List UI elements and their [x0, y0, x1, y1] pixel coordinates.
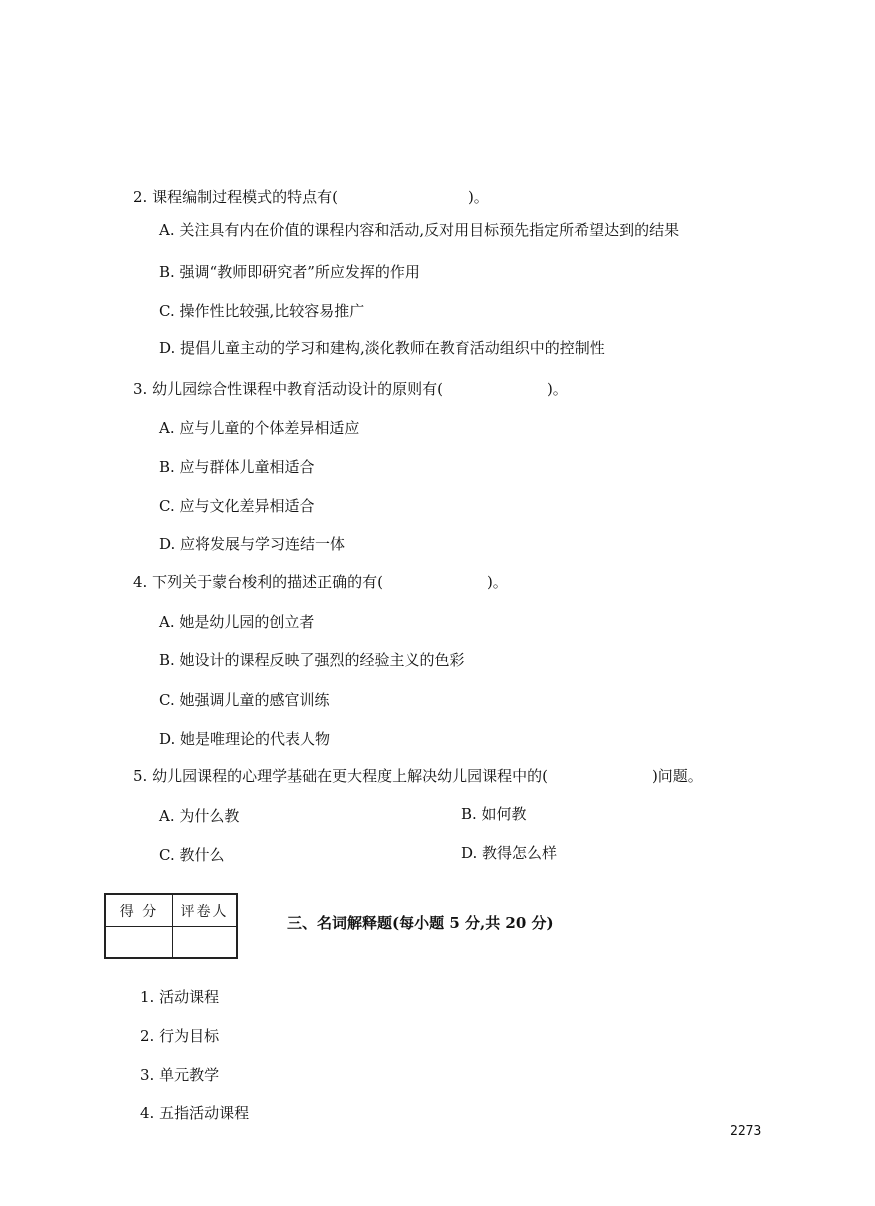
- question-stem-end: )。: [486, 573, 508, 591]
- question-4-option-d: D. 她是唯理论的代表人物: [159, 730, 331, 748]
- question-stem-end: )。: [546, 380, 568, 398]
- score-entry-cell[interactable]: [106, 927, 173, 957]
- question-3-option-b: B. 应与群体儿童相适合: [159, 458, 315, 476]
- question-5-option-c: C. 教什么: [159, 846, 225, 864]
- question-4-option-b: B. 她设计的课程反映了强烈的经验主义的色彩: [159, 651, 465, 669]
- question-2-stem: [133, 187, 489, 207]
- question-stem-text: 4. 下列关于蒙台梭利的描述正确的有(: [133, 573, 383, 591]
- term-4: 4. 五指活动课程: [140, 1104, 250, 1122]
- question-2-option-a: A. 关注具有内在价值的课程内容和活动,反对用目标预先指定所希望达到的结果: [159, 221, 680, 239]
- question-stem-text: 3. 幼儿园综合性课程中教育活动设计的原则有(: [133, 380, 443, 398]
- page-number: 2273: [730, 1124, 762, 1139]
- question-5-option-b: B. 如何教: [461, 805, 527, 823]
- question-4-option-a: A. 她是幼儿园的创立者: [159, 613, 315, 631]
- term-3: 3. 单元教学: [140, 1066, 220, 1084]
- question-stem-text: 2. 课程编制过程模式的特点有(: [133, 188, 338, 206]
- question-2-option-c: C. 操作性比较强,比较容易推广: [159, 302, 365, 320]
- question-3-stem: [133, 379, 568, 399]
- grader-entry-cell[interactable]: [173, 927, 236, 957]
- question-5-stem: [133, 766, 703, 786]
- question-3-option-a: A. 应与儿童的个体差异相适应: [159, 419, 360, 437]
- question-stem-end: )。: [467, 188, 489, 206]
- section-3-title: 三、名词解释题(每小题 5 分,共 20 分): [287, 914, 554, 932]
- question-5-option-a: A. 为什么教: [159, 807, 240, 825]
- question-stem-end: )问题。: [651, 767, 703, 785]
- question-5-option-d: D. 教得怎么样: [461, 844, 558, 862]
- grader-label: 评卷人: [173, 895, 236, 927]
- question-2-option-b: B. 强调“教师即研究者”所应发挥的作用: [159, 263, 420, 281]
- question-4-option-c: C. 她强调儿童的感官训练: [159, 691, 330, 709]
- score-box: [104, 893, 238, 959]
- term-1: 1. 活动课程: [140, 988, 220, 1006]
- question-3-option-c: C. 应与文化差异相适合: [159, 497, 315, 515]
- score-label: 得 分: [106, 895, 173, 927]
- question-stem-text: 5. 幼儿园课程的心理学基础在更大程度上解决幼儿园课程中的(: [133, 767, 548, 785]
- question-2-option-d: D. 提倡儿童主动的学习和建构,淡化教师在教育活动组织中的控制性: [159, 339, 605, 357]
- question-3-option-d: D. 应将发展与学习连结一体: [159, 535, 346, 553]
- term-2: 2. 行为目标: [140, 1027, 220, 1045]
- question-4-stem: [133, 572, 508, 592]
